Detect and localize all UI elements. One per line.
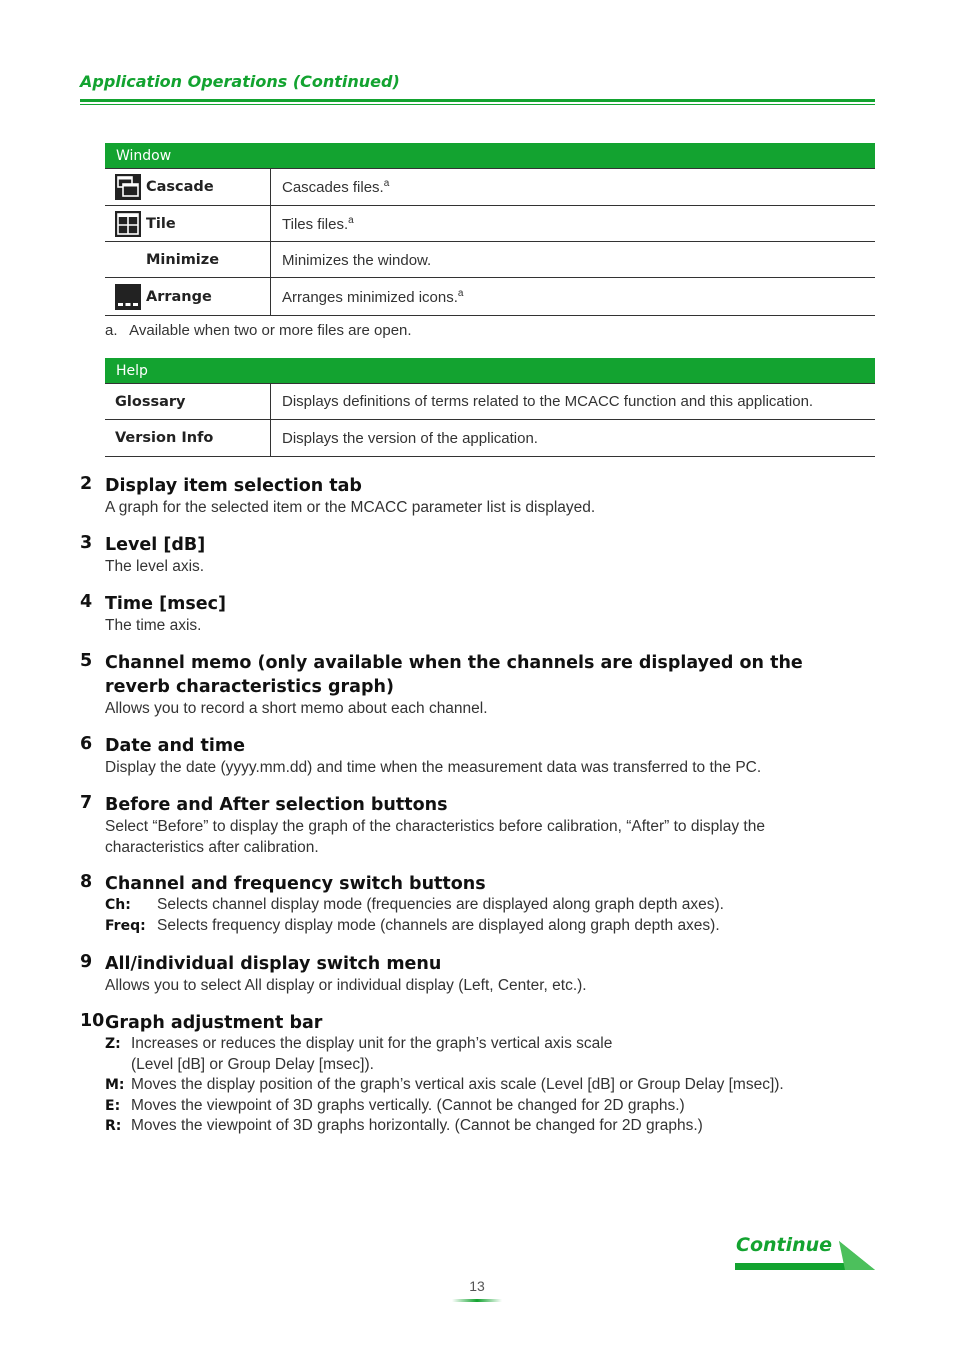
list-item (80, 1011, 880, 1137)
table-row (105, 242, 875, 278)
table-row (105, 278, 875, 316)
list-item (80, 592, 880, 636)
menu-item-cascade: Cascade (146, 179, 214, 195)
item-number: 4 (80, 592, 93, 612)
list-item (80, 734, 880, 778)
definition-value: Moves the viewpoint of 3D graphs vertically. (Cannot be changed for 2D graphs.) (131, 1096, 685, 1114)
help-table-heading: Help (105, 358, 875, 384)
definition-row (105, 895, 880, 916)
table-row (105, 206, 875, 242)
item-number: 8 (80, 872, 93, 892)
help-menu-table (105, 358, 875, 457)
window-table-heading: Window (105, 143, 875, 169)
window-menu-table (105, 143, 875, 316)
item-number: 5 (80, 651, 93, 671)
tile-icon (115, 211, 141, 237)
item-body (105, 1034, 880, 1137)
table-row (105, 169, 875, 206)
definition-row (105, 1075, 880, 1096)
definition-row (105, 1034, 880, 1075)
definition-key: Freq: (105, 917, 146, 934)
footnote-ref: a (383, 178, 390, 189)
item-title: Date and time (105, 736, 246, 756)
list-item (80, 872, 880, 936)
list-item (80, 651, 840, 719)
item-title: Before and After selection buttons (105, 795, 448, 815)
list-item (80, 952, 880, 996)
definition-row (105, 1096, 880, 1117)
cascade-icon (115, 174, 141, 200)
definition-key: Ch: (105, 897, 131, 913)
item-body: The level axis. (105, 558, 205, 575)
version-info-description: Displays the version of the application. (282, 429, 538, 447)
list-item (80, 793, 845, 858)
item-body: The time axis. (105, 617, 202, 634)
glossary-description: Displays definitions of terms related to the MCACC function and this application. (282, 393, 814, 410)
menu-item-tile: Tile (146, 215, 176, 232)
menu-item-minimize: Minimize (146, 251, 220, 268)
page-number: 13 (469, 1278, 485, 1294)
menu-item-glossary: Glossary (115, 393, 186, 410)
item-body: A graph for the selected item or the MCACC parameter list is displayed. (105, 499, 596, 516)
list-item (80, 474, 880, 518)
header-rule (80, 99, 875, 105)
item-title: Channel and frequency switch buttons (105, 874, 486, 894)
cascade-description: Cascades files. (282, 179, 384, 196)
definition-value: Selects channel display mode (frequencies are displayed along graph depth axes). (157, 896, 724, 913)
item-number: 10 (80, 1011, 105, 1031)
definition-row (105, 916, 880, 937)
footnote-ref: a (348, 214, 354, 226)
section-header: Application Operations (Continued) (80, 72, 400, 91)
item-body: Display the date (yyyy.mm.dd) and time when the measurement data was transferred to the PC. (105, 759, 762, 776)
footnote: a. Available when two or more files are open. (105, 322, 412, 339)
arrange-description: Arranges minimized icons. (282, 288, 458, 306)
page-number-underline (452, 1299, 502, 1302)
item-number: 2 (80, 474, 93, 494)
minimize-description: Minimizes the window. (282, 251, 432, 269)
empty-icon-slot (115, 247, 141, 273)
list-item (80, 533, 880, 577)
item-number: 3 (80, 533, 93, 553)
item-title: All/individual display switch menu (105, 954, 442, 974)
definition-value-line: (Level [dB] or Group Delay [msec]). (131, 1055, 374, 1073)
tile-description: Tiles files. (282, 215, 349, 233)
menu-item-version-info: Version Info (115, 430, 214, 446)
item-title: Graph adjustment bar (105, 1013, 323, 1033)
continue-label: Continue (736, 1234, 833, 1256)
definition-key: M: (105, 1077, 125, 1093)
item-number: 6 (80, 734, 93, 754)
item-number: 9 (80, 952, 93, 972)
item-title: Channel memo (only available when the channels are displayed on the reverb characteristics graph) (105, 653, 803, 697)
item-body: Allows you to select All display or individual display (Left, Center, etc.). (105, 977, 587, 994)
item-number: 7 (80, 793, 93, 813)
item-title: Display item selection tab (105, 476, 362, 496)
definition-row (105, 1116, 880, 1137)
definition-value: Moves the display position of the graph’s vertical axis scale (Level [dB] or Group Delay [msec]). (131, 1076, 784, 1093)
item-body (105, 895, 880, 936)
item-title: Time [msec] (105, 594, 227, 614)
arrange-icon (115, 284, 141, 310)
definition-key: E: (105, 1097, 121, 1114)
definition-value (131, 1034, 612, 1075)
definition-value: Moves the viewpoint of 3D graphs horizontally. (Cannot be changed for 2D graphs.) (131, 1117, 703, 1134)
item-body: Allows you to record a short memo about each channel. (105, 700, 488, 717)
item-title: Level [dB] (105, 535, 206, 555)
footnote-ref: a (457, 287, 464, 299)
definition-value: Selects frequency display mode (channels are displayed along graph depth axes). (157, 916, 720, 934)
item-body: Select “Before” to display the graph of the characteristics before calibration, “After” to display the characteristics after calibration. (105, 818, 765, 856)
table-row (105, 420, 875, 457)
menu-item-arrange: Arrange (146, 288, 212, 305)
definition-key: Z: (105, 1036, 121, 1052)
definition-key: R: (105, 1118, 122, 1134)
definition-value-line: Increases or reduces the display unit for the graph’s vertical axis scale (131, 1035, 613, 1052)
table-row (105, 384, 875, 420)
